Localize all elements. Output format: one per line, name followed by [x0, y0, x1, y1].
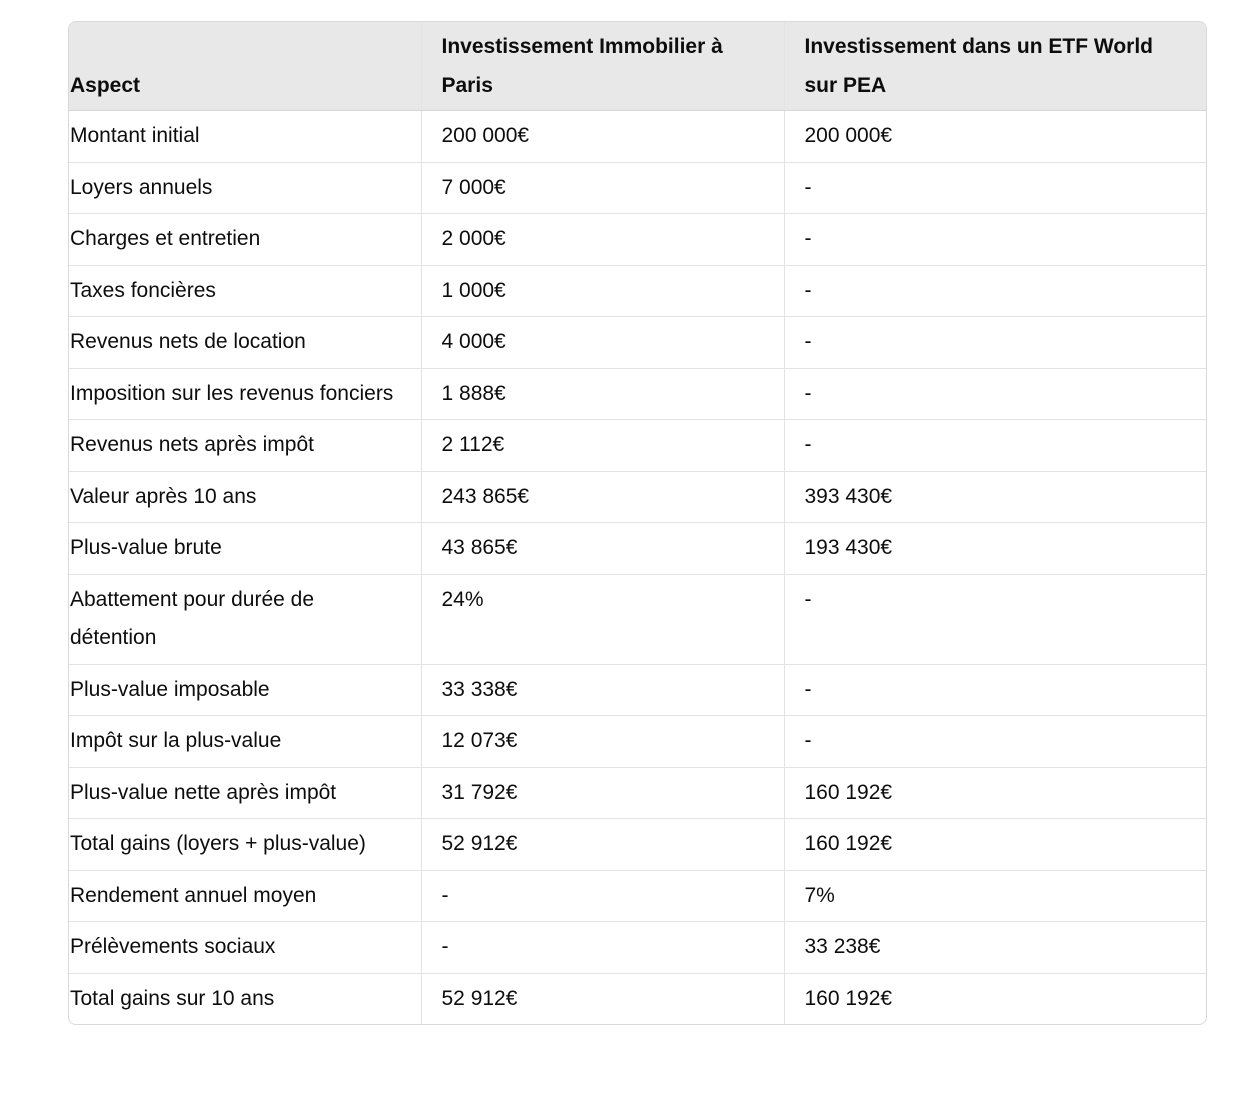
real-estate-value: 52 912€ — [421, 819, 784, 871]
real-estate-value: 4 000€ — [421, 317, 784, 369]
table-row — [69, 973, 1206, 1024]
etf-value: - — [784, 317, 1206, 369]
etf-value: 33 238€ — [784, 922, 1206, 974]
real-estate-value: 1 888€ — [421, 368, 784, 420]
real-estate-value: 12 073€ — [421, 716, 784, 768]
table-row — [69, 922, 1206, 974]
row-label: Total gains (loyers + plus-value) — [69, 819, 421, 871]
etf-value: - — [784, 162, 1206, 214]
real-estate-value: - — [421, 870, 784, 922]
row-label: Imposition sur les revenus fonciers — [69, 368, 421, 420]
etf-value: - — [784, 420, 1206, 472]
etf-value: - — [784, 214, 1206, 266]
real-estate-value: 1 000€ — [421, 265, 784, 317]
real-estate-value: 2 112€ — [421, 420, 784, 472]
row-label: Plus-value nette après impôt — [69, 767, 421, 819]
header-real-estate: Investissement Immobilier à Paris — [421, 22, 784, 111]
row-label: Montant initial — [69, 111, 421, 163]
table-row — [69, 162, 1206, 214]
row-label: Taxes foncières — [69, 265, 421, 317]
header-etf: Investissement dans un ETF World sur PEA — [784, 22, 1206, 111]
row-label: Impôt sur la plus-value — [69, 716, 421, 768]
real-estate-value: 52 912€ — [421, 973, 784, 1024]
table-header — [69, 22, 1206, 111]
real-estate-value: 243 865€ — [421, 471, 784, 523]
row-label: Prélèvements sociaux — [69, 922, 421, 974]
table-row — [69, 111, 1206, 163]
etf-value: 160 192€ — [784, 767, 1206, 819]
row-label: Abattement pour durée de détention — [69, 574, 421, 664]
row-label: Charges et entretien — [69, 214, 421, 266]
header-row — [69, 22, 1206, 111]
etf-value: 393 430€ — [784, 471, 1206, 523]
etf-value: - — [784, 265, 1206, 317]
etf-value: 200 000€ — [784, 111, 1206, 163]
table-row — [69, 214, 1206, 266]
etf-value: 193 430€ — [784, 523, 1206, 575]
etf-value: 160 192€ — [804, 986, 893, 1010]
etf-value: - — [784, 716, 1206, 768]
table-row — [69, 523, 1206, 575]
row-label: Valeur après 10 ans — [69, 471, 421, 523]
comparison-table — [69, 22, 1206, 1024]
table-row — [69, 870, 1206, 922]
etf-value: 7% — [784, 870, 1206, 922]
real-estate-value: 24% — [421, 574, 784, 664]
table-row — [69, 420, 1206, 472]
row-label: Revenus nets après impôt — [69, 420, 421, 472]
row-label: Plus-value brute — [69, 523, 421, 575]
table-row — [69, 716, 1206, 768]
table-row — [69, 574, 1206, 664]
row-label: Revenus nets de location — [69, 317, 421, 369]
real-estate-value: 31 792€ — [421, 767, 784, 819]
etf-value: 160 192€ — [784, 819, 1206, 871]
row-label: Loyers annuels — [69, 162, 421, 214]
etf-value: - — [784, 574, 1206, 664]
real-estate-value: 33 338€ — [421, 664, 784, 716]
etf-value: - — [784, 368, 1206, 420]
table-row — [69, 819, 1206, 871]
table-row — [69, 368, 1206, 420]
table-row — [69, 664, 1206, 716]
real-estate-value: 200 000€ — [421, 111, 784, 163]
table-row — [69, 265, 1206, 317]
real-estate-value: 43 865€ — [421, 523, 784, 575]
real-estate-value: 2 000€ — [421, 214, 784, 266]
real-estate-value: 7 000€ — [421, 162, 784, 214]
table-body — [69, 111, 1206, 1025]
table-row — [69, 317, 1206, 369]
comparison-table-container — [68, 21, 1207, 1025]
etf-value: - — [784, 664, 1206, 716]
header-aspect: Aspect — [69, 22, 421, 111]
real-estate-value: - — [421, 922, 784, 974]
row-label: Total gains sur 10 ans — [69, 973, 421, 1024]
row-label: Rendement annuel moyen — [69, 870, 421, 922]
table-row — [69, 767, 1206, 819]
table-row — [69, 471, 1206, 523]
row-label: Plus-value imposable — [69, 664, 421, 716]
